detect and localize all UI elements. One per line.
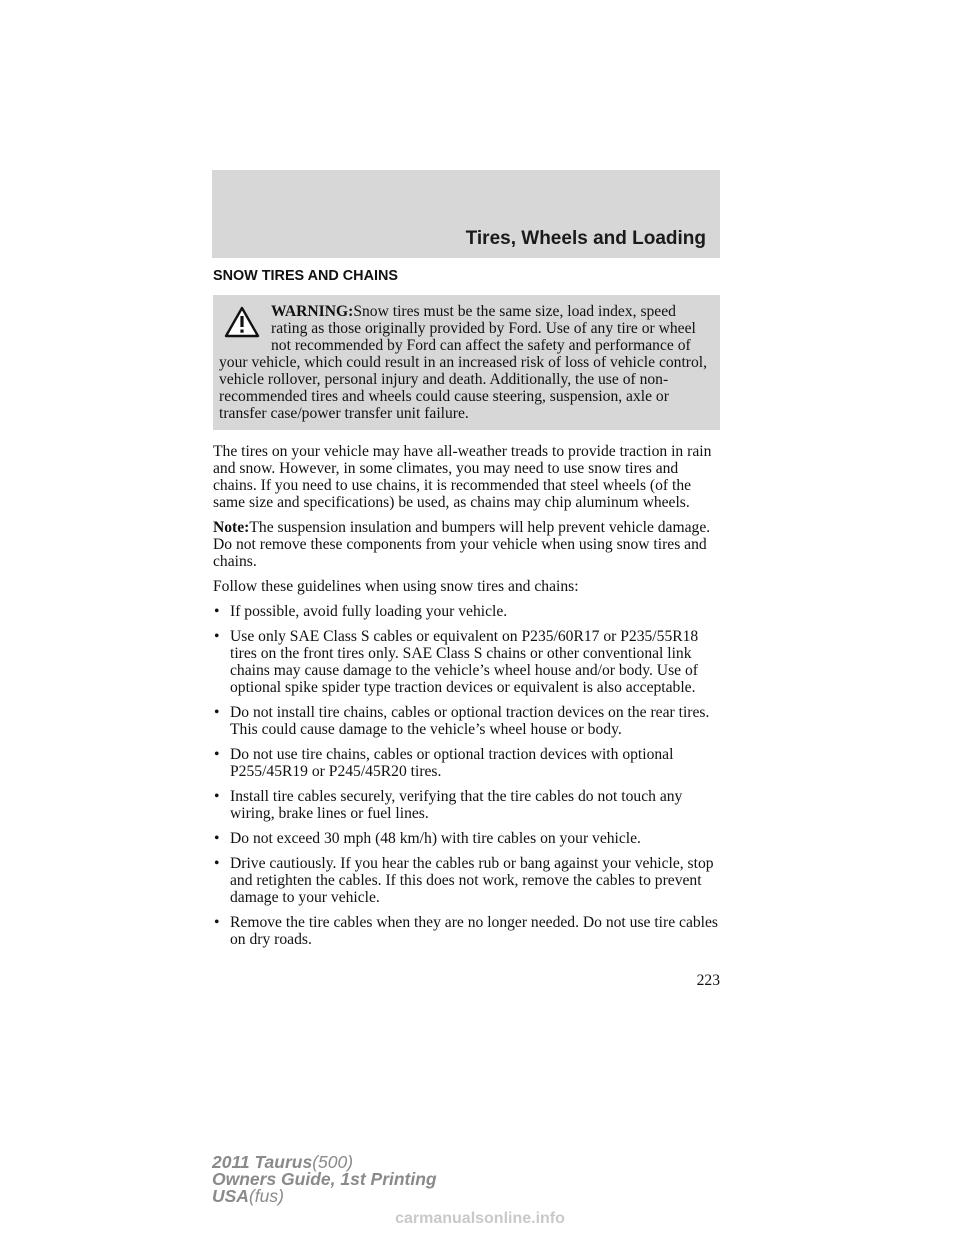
bullet-marker: • <box>214 914 220 931</box>
list-item-text: Do not exceed 30 mph (48 km/h) with tire cables on your vehicle. <box>230 830 641 847</box>
list-item <box>213 746 720 780</box>
list-item-text: Do not use tire chains, cables or optional traction devices with optional P255/45R19 or P245/45R20 tires. <box>230 746 674 780</box>
bullet-marker: • <box>214 704 220 721</box>
list-item-text: If possible, avoid fully loading your vehicle. <box>230 603 508 620</box>
footer-model: 2011 Taurus <box>212 1152 313 1172</box>
list-item-text: Install tire cables securely, verifying that the tire cables do not touch any wiring, brake lines or fuel lines. <box>230 788 683 822</box>
warning-text-block <box>219 303 710 422</box>
guidelines-intro: Follow these guidelines when using snow tires and chains: <box>213 578 579 595</box>
footer-line-guide: Owners Guide, 1st Printing <box>212 1169 437 1189</box>
footer-region: USA <box>212 1186 249 1206</box>
bullet-marker: • <box>214 830 220 847</box>
bullet-marker: • <box>214 855 220 872</box>
list-item <box>213 704 720 738</box>
guidelines-list <box>213 603 720 948</box>
chapter-title: Tires, Wheels and Loading <box>465 228 706 249</box>
note-text: The suspension insulation and bumpers will help prevent vehicle damage. Do not remove these components from your vehicle when using snow tires and chains. <box>213 519 711 570</box>
list-item-text: Remove the tire cables when they are no longer needed. Do not use tire cables on dry roads. <box>230 914 718 948</box>
list-item-text: Use only SAE Class S cables or equivalent on P235/60R17 or P235/55R18 tires on the front tires only. SAE Class S chains or other conventional link chains may cause damage to the vehicle’s wheel house and/or body. Use of optional spike spider type traction devices or equivalent is also acceptable. <box>230 628 699 696</box>
warning-label: WARNING: <box>271 303 354 320</box>
list-item <box>213 628 720 696</box>
list-item <box>213 603 720 620</box>
list-item <box>213 830 720 847</box>
warning-triangle-icon <box>223 305 261 339</box>
site-watermark: carmanualsonline.info <box>395 1210 565 1227</box>
list-item <box>213 788 720 822</box>
list-item-text: Do not install tire chains, cables or optional traction devices on the rear tires. This could cause damage to the vehicle’s wheel house or body. <box>230 704 710 738</box>
list-item <box>213 855 720 906</box>
page-header-band <box>212 170 720 258</box>
note-label: Note: <box>213 519 250 536</box>
note-paragraph <box>213 519 720 570</box>
section-heading: SNOW TIRES AND CHAINS <box>213 268 398 284</box>
print-footer <box>212 1154 437 1205</box>
bullet-marker: • <box>214 746 220 763</box>
footer-model-code: (500) <box>312 1152 354 1172</box>
footer-line-region <box>212 1188 437 1205</box>
list-item <box>213 914 720 948</box>
warning-box <box>213 295 720 430</box>
list-item-text: Drive cautiously. If you hear the cables rub or bang against your vehicle, stop and retighten the cables. If this does not work, remove the cables to prevent damage to your vehicle. <box>230 855 714 906</box>
footer-region-code: (fus) <box>248 1186 284 1206</box>
bullet-marker: • <box>214 603 220 620</box>
warning-text: Snow tires must be the same size, load index, speed rating as those originally provided by Ford. Use of any tire or wheel not recommended by Ford can affect the safety and performance of your vehicle, which could result in an increased risk of loss of vehicle control, vehicle rollover, personal injury and death. Additionally, the use of non-recommended tires and wheels could cause steering, suspension, axle or transfer case/power transfer unit failure. <box>219 303 708 422</box>
bullet-marker: • <box>214 628 220 645</box>
page-number: 223 <box>696 972 720 989</box>
bullet-marker: • <box>214 788 220 805</box>
body-paragraph: The tires on your vehicle may have all-weather treads to provide traction in rain and snow. However, in some climates, you may need to use snow tires and chains. If you need to use chains, it is recommended that steel wheels (of the same size and specifications) be used, as chains may chip aluminum wheels. <box>213 443 712 511</box>
page-content <box>213 268 720 956</box>
